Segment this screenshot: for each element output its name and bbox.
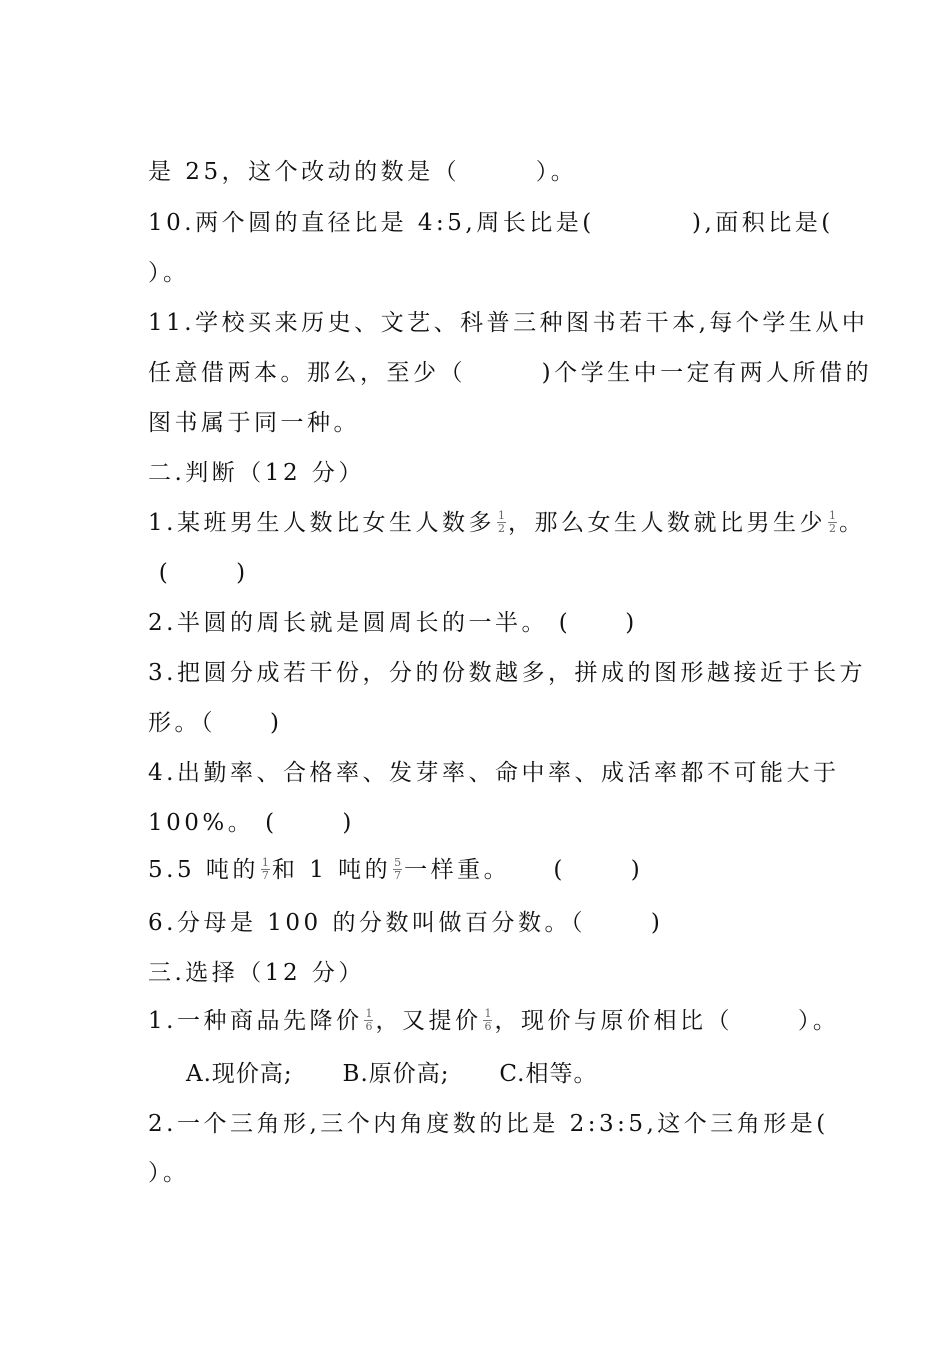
choice-item-1: 1.一种商品先降价 $\frac{1}{6}$ ，又提价 $\frac{1}{6}$ ，现价与原价相比（ ）。 [148,1006,840,1034]
text-line-4: 11.学校买来历史、文艺、科普三种图书若干本,每个学生从中 [148,310,869,336]
text-line-2: 10.两个圆的直径比是 4:5,周长比是( ),面积比是( [148,210,834,236]
fraction: $\frac{1}{6}$ [365,1006,373,1033]
section-heading-judgment: 二.判断（12 分） [148,460,365,486]
text-line-12: 形。（ ) [148,710,283,736]
judgment-item-1: 1.某班男生人数比女生人数多 $\frac{1}{2}$ ，那么女生人数就比男生少 $\frac{1}{2}$ 。 [148,508,866,536]
fraction: $\frac{1}{6}$ [484,1006,492,1033]
fraction: $\frac{5}{7}$ [394,855,402,882]
text-line-14: 100%。 ( ) [148,810,355,836]
fraction: $\frac{1}{7}$ [261,855,269,882]
choice-item-1-options: A.现价高; B.原价高; C.相等。 [186,1061,598,1087]
judgment-item-2: 2.半圆的周长就是圆周长的一半。 ( ) [148,610,638,636]
text-line-21: ）。 [148,1160,190,1186]
section-heading-choice: 三.选择（12 分） [148,960,365,986]
judgment-item-3: 3.把圆分成若干份，分的份数越多，拼成的图形越接近于长方 [148,660,866,686]
text-line-5: 任意借两本。那么，至少（ )个学生中一定有两人所借的 [148,360,873,386]
text-line-1: 是 25，这个改动的数是（ ）。 [148,159,578,185]
judgment-item-5: 5.5 吨的 $\frac{1}{7}$ 和 1 吨的 $\frac{5}{7}$ 一样重。 ( ) [148,855,644,883]
fraction: $\frac{1}{2}$ [828,508,836,535]
judgment-item-6: 6.分母是 100 的分数叫做百分数。（ ) [148,910,664,936]
judgment-item-4: 4.出勤率、合格率、发芽率、命中率、成活率都不可能大于 [148,760,840,786]
choice-item-2: 2.一个三角形,三个内角度数的比是 2:3:5,这个三角形是( [148,1111,829,1137]
fraction: $\frac{1}{2}$ [497,508,505,535]
text-line-6: 图书属于同一种。 [148,410,360,436]
text-line-9: ( ) [148,560,249,586]
text-line-3: ）。 [148,260,190,286]
